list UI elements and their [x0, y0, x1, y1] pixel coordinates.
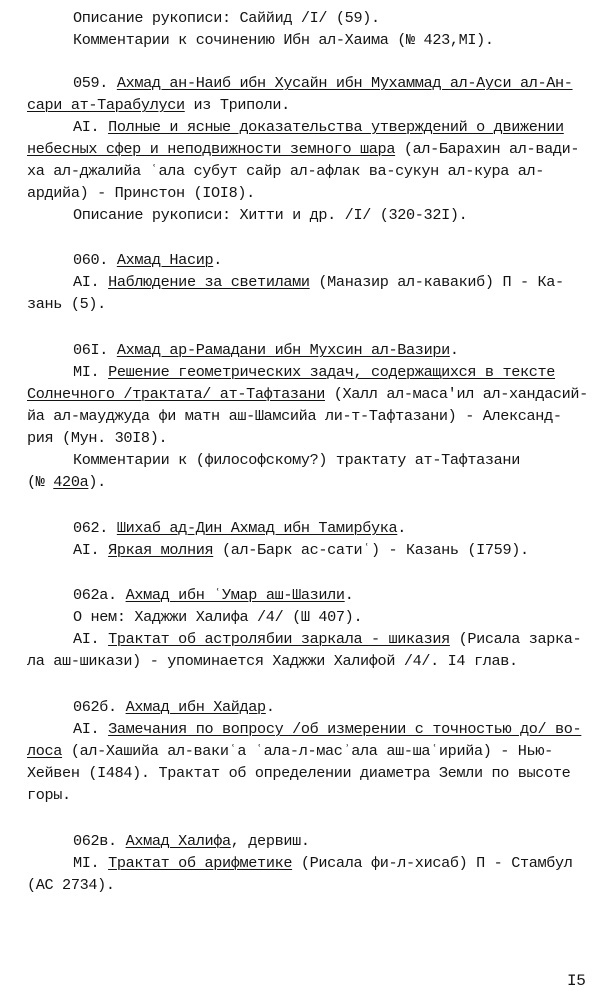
- entry-062b-line-5: горы.: [27, 786, 71, 804]
- manuscript-code: МI.: [73, 363, 100, 381]
- entry-059-line-7: Описание рукописи: Хитти и др. /I/ (320-32I).: [73, 206, 468, 224]
- entry-059-line-6: ардийа) - Принстон (IOI8).: [27, 184, 255, 202]
- entry-number: 060.: [73, 251, 109, 269]
- entry-number: 062в.: [73, 832, 117, 850]
- entry-number: 062.: [73, 519, 109, 537]
- manuscript-code: AI.: [73, 630, 100, 648]
- reference-suffix: ).: [88, 473, 106, 491]
- entry-062-line-1: 062. Шихаб ад-Дин Ахмад ибн Тамирбука.: [73, 519, 407, 537]
- reference-prefix: (№: [27, 473, 54, 491]
- entry-062b-line-4: Хейвен (I484). Трактат об определении диаметра Земли по высоте: [27, 764, 571, 782]
- manuscript-code: AI.: [73, 118, 100, 136]
- entry-number: 062а.: [73, 586, 117, 604]
- entry-number: 06I.: [73, 341, 109, 359]
- entry-061-line-7: [27, 472, 106, 494]
- arabic-title: (ал-Барахин ал-вади-: [395, 140, 580, 158]
- entry-059-line-1: [73, 73, 573, 95]
- entry-062a-line-4: ла аш-шикази) - упоминается Хаджжи Халифой /4/. I4 глав.: [27, 652, 518, 670]
- entry-061-line-6: Комментарии к (философскому?) трактату ат-Тафтазани: [73, 451, 520, 469]
- manuscript-code: AI.: [73, 720, 100, 738]
- entry-062b-line-2: [73, 719, 581, 741]
- author-name: Ахмад Насир: [116, 251, 214, 269]
- manuscript-description-line: Описание рукописи: Саййид /I/ (59).: [73, 9, 380, 27]
- author-name: Ахмад ибн Хайдар: [125, 698, 266, 716]
- arabic-title: (Рисала фи-л-хисаб) П - Стамбул: [292, 854, 573, 872]
- entry-059-line-2: [27, 95, 290, 117]
- entry-059-line-4: [27, 139, 579, 161]
- entry-062-line-2: [73, 540, 529, 562]
- entry-062v-line-2: [73, 853, 573, 875]
- work-title: Полные и ясные доказательства утверждений о движении: [108, 118, 564, 136]
- entry-062b-line-3: [27, 741, 553, 763]
- arabic-title: (ал-Барк ас-сатиʿ) - Казань (I759).: [213, 541, 529, 559]
- entry-061-line-4: йа ал-мауджуда фи матн аш-Шамсийа ли-т-Тафтазани) - Александ-: [27, 407, 562, 425]
- entry-062v-line-3: (АС 2734).: [27, 876, 115, 894]
- work-title: Наблюдение за светилами: [108, 273, 310, 291]
- work-title-cont: небесных сфер и неподвижности земного шара: [27, 140, 396, 158]
- manuscript-code: МI.: [73, 854, 100, 872]
- cross-reference: 420а: [53, 473, 89, 491]
- work-title: Трактат об арифметике: [108, 854, 293, 872]
- entry-062v-line-1: [73, 831, 310, 853]
- author-name: Ахмад Халифа: [125, 832, 231, 850]
- entry-060-line-1: 060. Ахмад Насир.: [73, 251, 222, 269]
- author-name: Ахмад ибн ʿУмар аш-Шазили: [125, 586, 345, 604]
- arabic-title: (Халл ал-маса'ил ал-хандасий-: [324, 385, 588, 403]
- author-note: , дервиш.: [230, 832, 310, 850]
- entry-061-line-3: [27, 384, 588, 406]
- work-title-cont: Солнечного /трактата/ ат-Тафтазани: [27, 385, 325, 403]
- entry-061-line-1: 06I. Ахмад ар-Рамадани ибн Мухсин ал-Вазири.: [73, 341, 459, 359]
- page-number: I5: [567, 972, 586, 990]
- author-origin: из Триполи.: [184, 96, 290, 114]
- author-name-cont: сари ат-Тарабулуси: [27, 96, 185, 114]
- work-title: Замечания по вопросу /об измерении с точностью до/ во-: [108, 720, 582, 738]
- author-name: Ахмад ан-Наиб ибн Хусайн ибн Мухаммад ал-Ауси ал-Ан-: [116, 74, 573, 92]
- work-title: Трактат об астролябии заркала - шиказия: [108, 630, 450, 648]
- arabic-title: (ал-Хашийа ал-вакиʿа ʿала-л-масʾала аш-шаʿирийа) - Нью-: [62, 742, 553, 760]
- entry-059-line-3: [73, 117, 564, 139]
- entry-number: 059.: [73, 74, 109, 92]
- entry-062b-line-1: 062б. Ахмад ибн Хайдар.: [73, 698, 275, 716]
- work-title: Яркая молния: [108, 541, 214, 559]
- arabic-title: (Рисала заркa-: [449, 630, 582, 648]
- entry-060-line-3: зань (5).: [27, 295, 106, 313]
- commentary-line: Комментарии к сочинению Ибн ал-Хаима (№ 423,МI).: [73, 31, 494, 49]
- work-title: Решение геометрических задач, содержащихся в тексте: [108, 363, 556, 381]
- arabic-title: (Маназир ал-кавакиб) П - Ка-: [309, 273, 564, 291]
- work-title-cont: лоса: [27, 742, 63, 760]
- entry-062a-line-3: [73, 629, 581, 651]
- entry-number: 062б.: [73, 698, 117, 716]
- manuscript-code: AI.: [73, 541, 100, 559]
- author-name: Шихаб ад-Дин Ахмад ибн Тамирбука: [116, 519, 398, 537]
- author-name: Ахмад ар-Рамадани ибн Мухсин ал-Вазири: [116, 341, 450, 359]
- entry-061-line-5: рия (Мун. 30I8).: [27, 429, 168, 447]
- entry-062a-line-1: 062а. Ахмад ибн ʿУмар аш-Шазили.: [73, 586, 354, 604]
- entry-060-line-2: [73, 272, 564, 294]
- entry-061-line-2: [73, 362, 555, 384]
- entry-059-line-5: ха ал-джалийа ʿала субут сайр ал-афлак ва-сукун ал-кура ал-: [27, 162, 545, 180]
- entry-062a-line-2: О нем: Хаджжи Халифа /4/ (Ш 407).: [73, 608, 363, 626]
- manuscript-code: AI.: [73, 273, 100, 291]
